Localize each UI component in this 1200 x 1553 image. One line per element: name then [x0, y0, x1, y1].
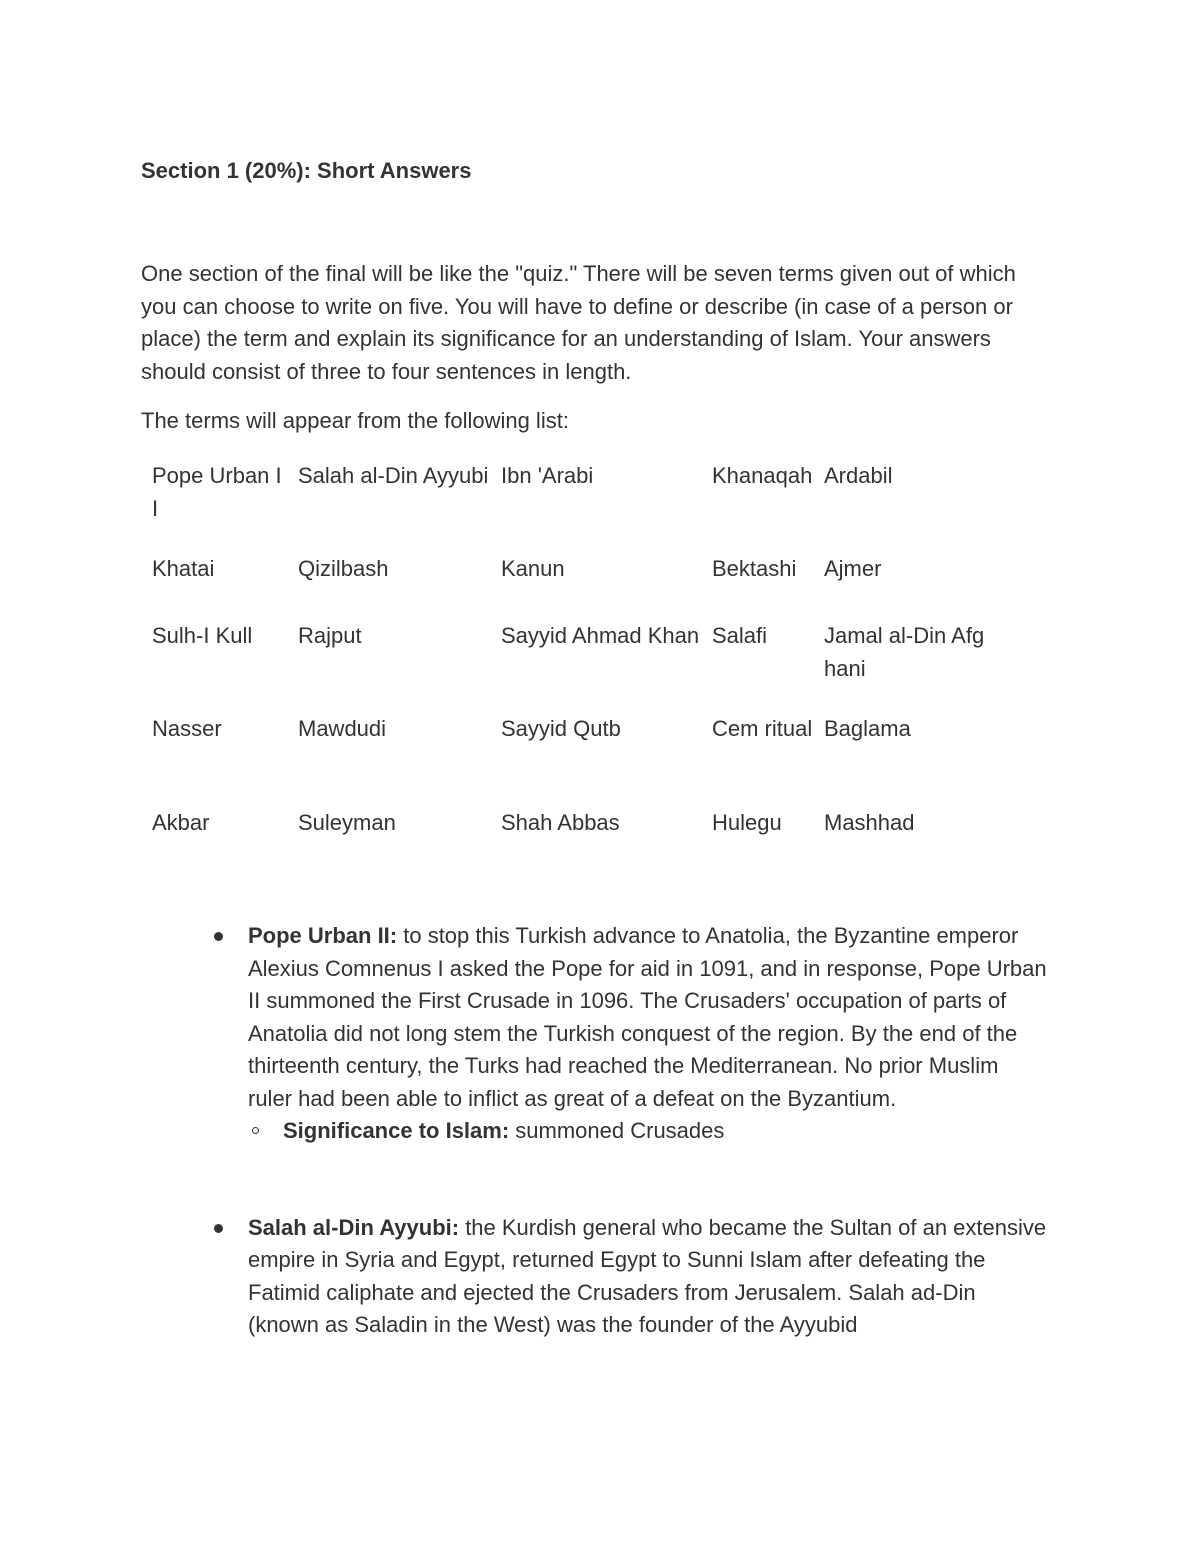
table-cell: Suleyman [298, 810, 396, 835]
table-cell: Ibn 'Arabi [501, 463, 594, 488]
term-entries-list [141, 920, 1061, 1342]
sub-entry-term: Significance to Islam: [283, 1118, 510, 1143]
table-cell: Pope Urban II [152, 463, 282, 521]
entry-term: Salah al-Din Ayyubi: [248, 1214, 460, 1240]
table-cell: Jamal al-Din Afghani [824, 623, 985, 681]
bullet-icon [214, 932, 223, 941]
table-cell: Kanun [501, 556, 565, 581]
list-item [141, 920, 1048, 1148]
intro-paragraph: One section of the final will be like the "quiz." There will be seven terms given out of which you can choose to write on five. You will have to define or describe (in case of a person or place) the term and explain its significance for an understanding of Islam. Your answers should consist of three to four sentences in length. [141, 261, 1016, 384]
table-cell: Sayyid Qutb [501, 716, 621, 741]
table-row [141, 807, 994, 847]
table-cell: Khanaqah [712, 463, 813, 488]
table-cell: Rajput [298, 623, 362, 648]
sub-entry-text: summoned Crusades [509, 1118, 725, 1143]
table-cell: Ajmer [824, 556, 882, 581]
table-cell: Salafi [712, 623, 768, 648]
hollow-bullet-icon [252, 1127, 259, 1134]
table-cell: Mawdudi [298, 716, 387, 741]
table-cell: Nasser [152, 716, 222, 741]
table-cell: Baglama [824, 716, 911, 741]
terms-table [141, 460, 994, 847]
entry-text: to stop this Turkish advance to Anatolia, the Byzantine emperor Alexius Comnenus I asked the Pope for aid in 1091, and in response, Pope Urban II summoned the First Crusade in 1096. The Crusaders' occupation of parts of Anatolia did not long stem the Turkish conquest of the region. By the end of the thirteenth century, the Turks had reached the Mediterranean. No prior Muslim ruler had been able to inflict as great of a defeat on the Byzantium. [248, 923, 1047, 1111]
table-row [141, 553, 994, 620]
table-cell: Qizilbash [298, 556, 389, 581]
table-cell: Sulh-I Kull [152, 623, 253, 648]
table-cell: Bektashi [712, 556, 797, 581]
section-heading: Section 1 (20%): Short Answers [141, 158, 472, 183]
table-cell: Salah al-Din Ayyubi [298, 463, 489, 488]
table-row [141, 460, 994, 553]
table-cell: Hulegu [712, 810, 782, 835]
table-cell: Sayyid Ahmad Khan [501, 623, 700, 648]
table-cell: Ardabil [824, 463, 893, 488]
entry-term: Pope Urban II: [248, 923, 398, 948]
table-cell: Shah Abbas [501, 810, 620, 835]
entry-text: the Kurdish general who became the Sultan of an extensive empire in Syria and Egypt, returned Egypt to Sunni Islam after defeating the Fatimid caliphate and ejected the Crusaders from Jerusalem. Salah ad-Din (known as Saladin in the West) was the founder of the Ayyubid [248, 1214, 1047, 1337]
table-cell: Akbar [152, 810, 210, 835]
bullet-icon [214, 1224, 223, 1233]
table-cell: Cem ritual [712, 716, 813, 741]
table-cell: Khatai [152, 556, 215, 581]
sub-list-item [248, 1115, 1048, 1148]
table-cell: Mashhad [824, 810, 915, 835]
list-lead-text: The terms will appear from the following list: [141, 408, 569, 433]
table-row [141, 713, 994, 807]
table-row [141, 620, 994, 713]
list-item [141, 1212, 1048, 1342]
